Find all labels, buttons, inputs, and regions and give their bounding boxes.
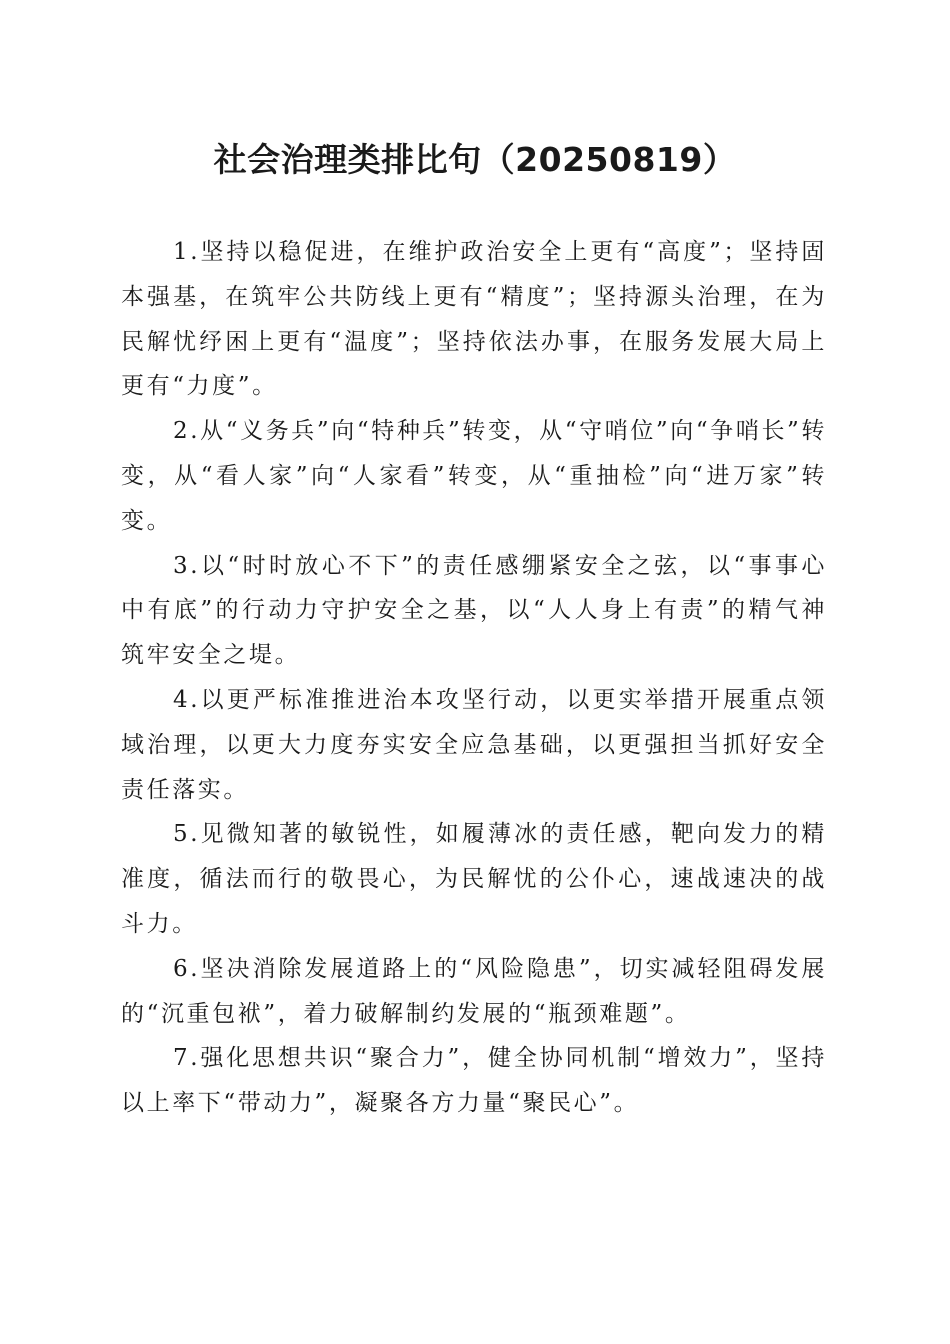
paragraph-5: 5.见微知著的敏锐性，如履薄冰的责任感，靶向发力的精准度，循法而行的敬畏心，为民解忧的公仆心，速战速决的战斗力。 [121, 821, 827, 937]
paragraph-1: 1.坚持以稳促进，在维护政治安全上更有“高度”；坚持固本强基，在筑牢公共防线上更有“精度”；坚持源头治理，在为民解忧纾困上更有“温度”；坚持依法办事，在服务发展大局上更有“力度”。 [121, 239, 827, 400]
document-title: 社会治理类排比句（20250819） [213, 140, 737, 179]
document-body [121, 230, 827, 1126]
paragraph-6: 6.坚决消除发展道路上的“风险隐患”，切实减轻阻碍发展的“沉重包袱”，着力破解制约发展的“瓶颈难题”。 [121, 955, 827, 1027]
paragraph-7: 7.强化思想共识“聚合力”，健全协同机制“增效力”，坚持以上率下“带动力”，凝聚各方力量“聚民心”。 [121, 1045, 827, 1117]
paragraph-2: 2.从“义务兵”向“特种兵”转变，从“守哨位”向“争哨长”转变，从“看人家”向“人家看”转变，从“重抽检”向“进万家”转变。 [121, 418, 828, 534]
paragraph-4: 4.以更严标准推进治本攻坚行动，以更实举措开展重点领域治理，以更大力度夯实安全应急基础，以更强担当抓好安全责任落实。 [121, 686, 827, 803]
paragraph-3: 3.以“时时放心不下”的责任感绷紧安全之弦，以“事事心中有底”的行动力守护安全之基，以“人人身上有责”的精气神筑牢安全之堤。 [121, 552, 827, 669]
